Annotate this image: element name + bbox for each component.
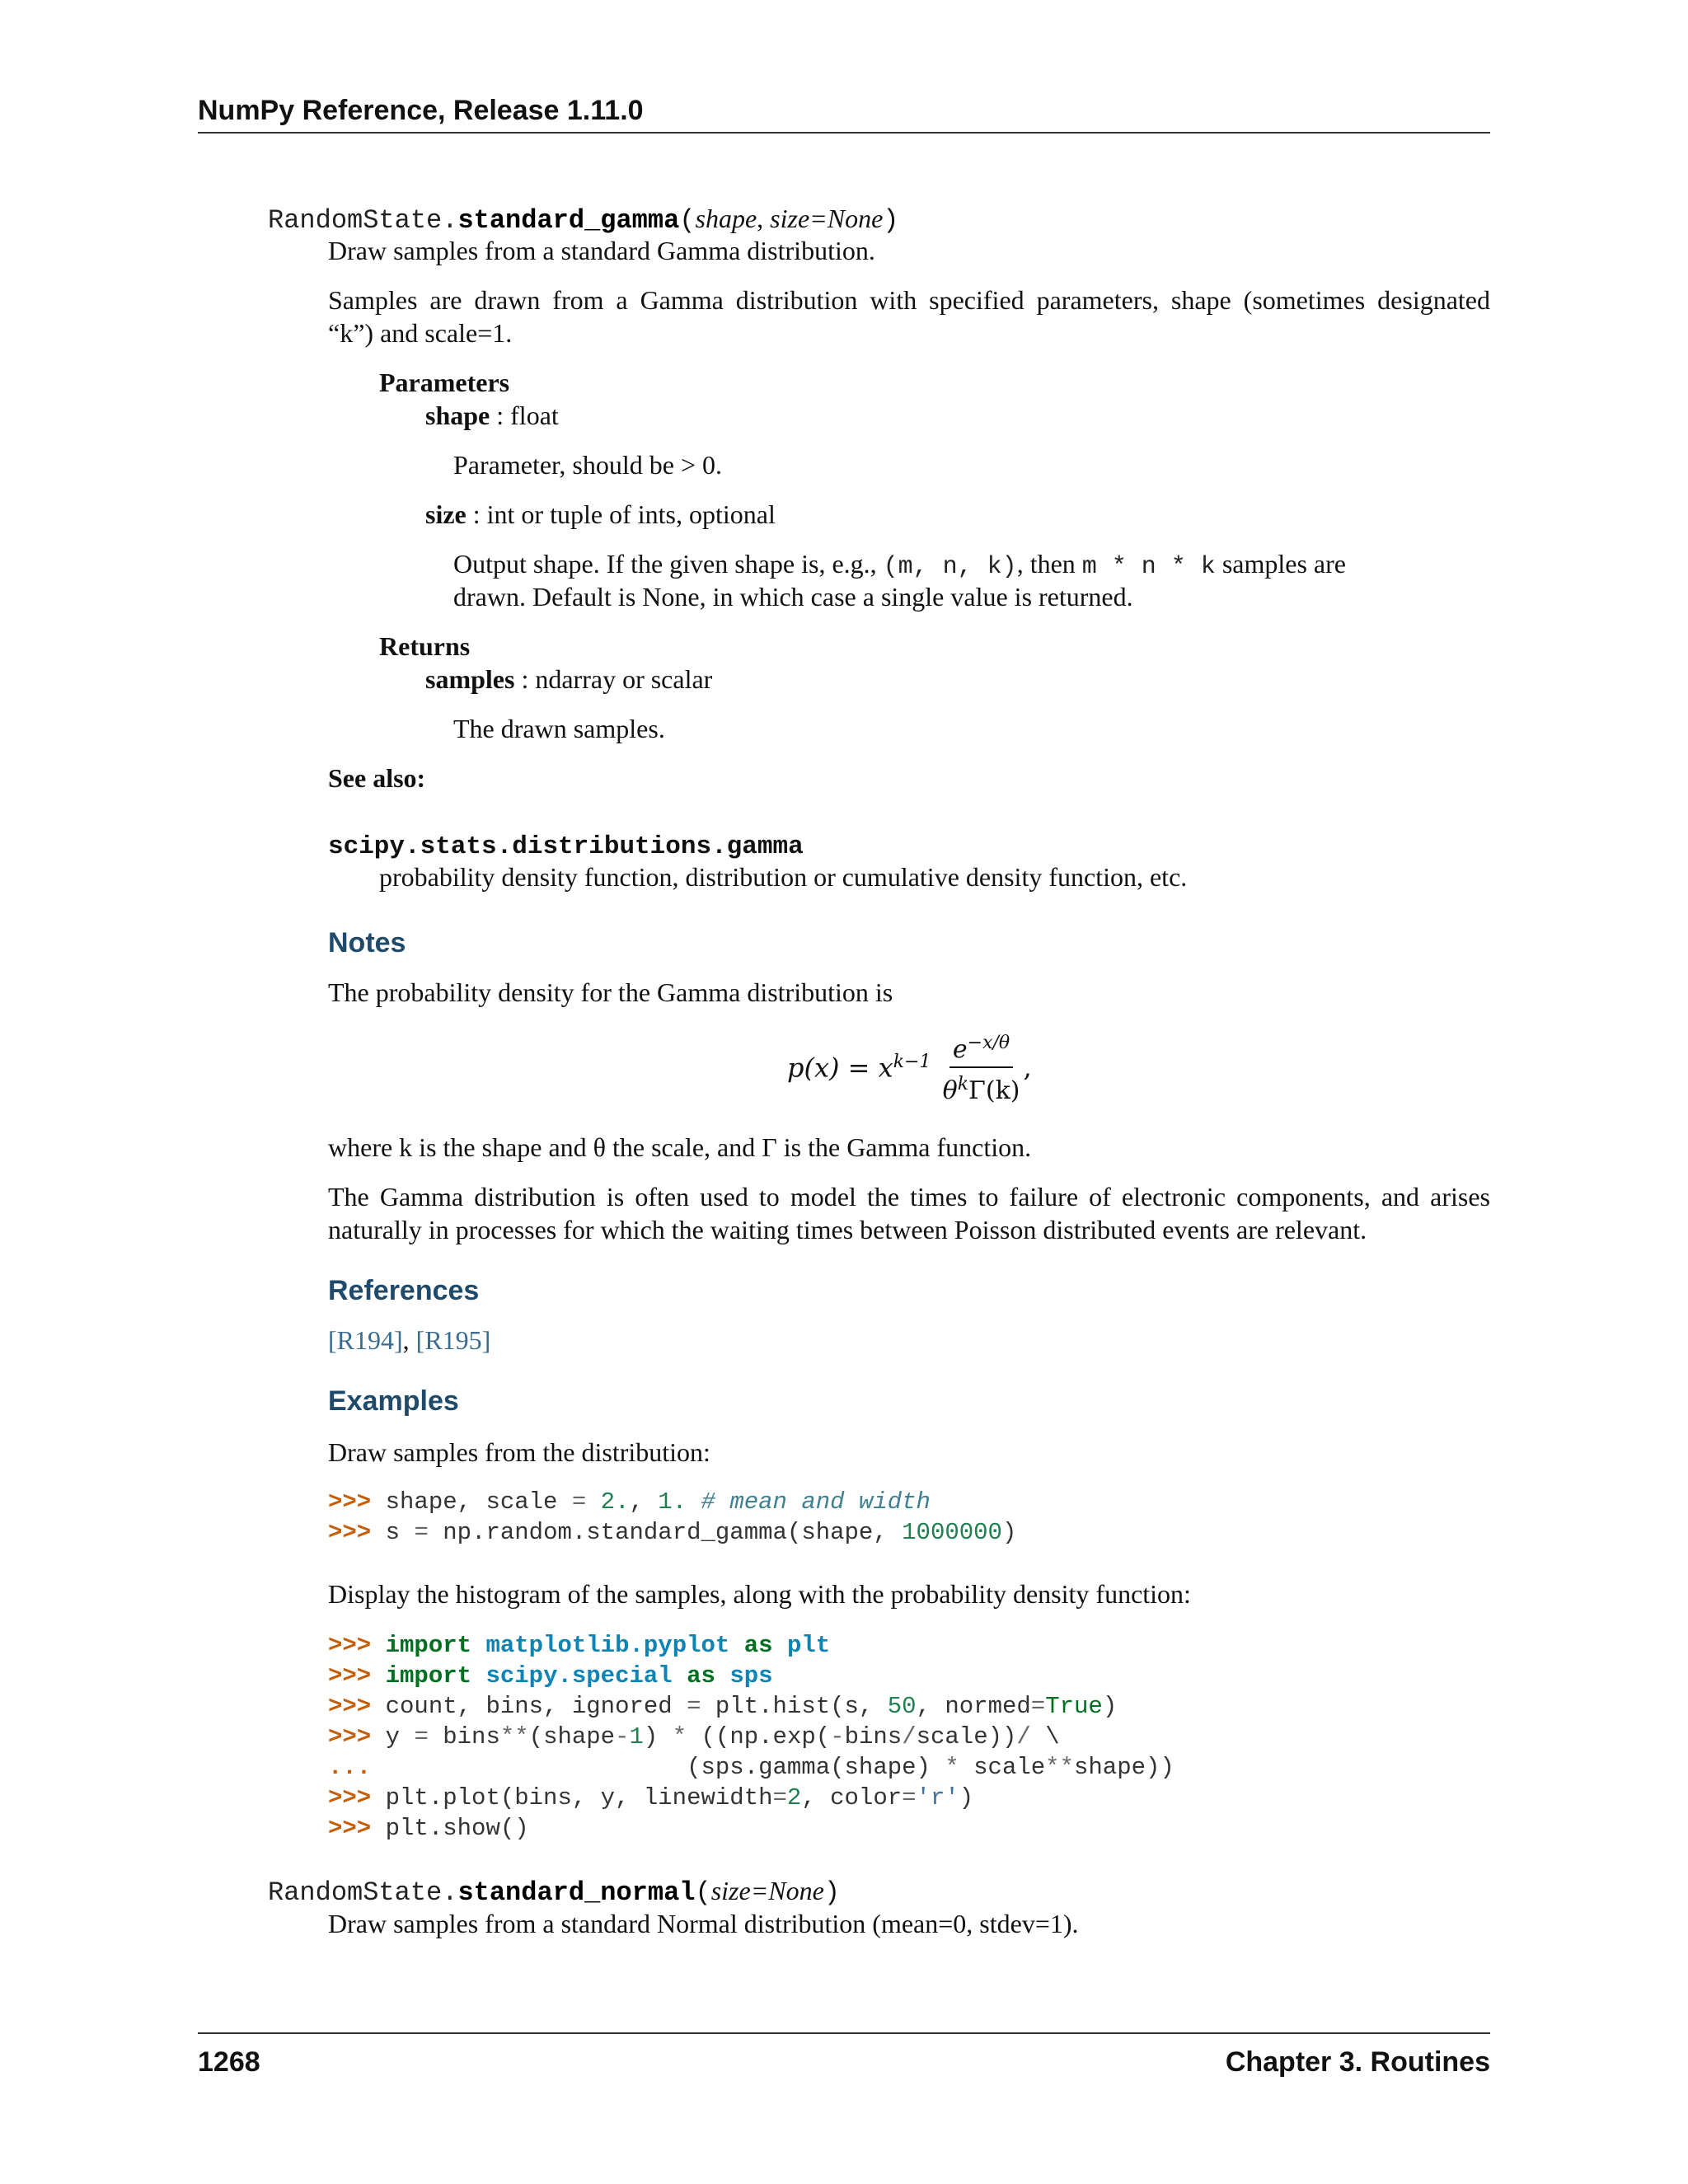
- signature-arg-size: size=None: [710, 1876, 824, 1905]
- formula-exponent: k−1: [893, 1051, 931, 1072]
- inline-code-shape-example: (m, n, k): [883, 553, 1017, 581]
- function-summary: Draw samples from a standard Gamma distribution.: [328, 236, 875, 265]
- code-line: ... (sps.gamma(shape) * scale**shape)): [328, 1754, 1175, 1781]
- formula-fraction: [940, 1029, 1024, 1106]
- param-shape-type: : float: [490, 401, 559, 430]
- examples-intro-2: Display the histogram of the samples, along with the probability density function:: [328, 1579, 1191, 1609]
- code-line: >>> y = bins**(shape-1) * ((np.exp(-bins/scale))/ \: [328, 1723, 1060, 1750]
- param-shape-name: shape: [425, 401, 490, 430]
- notes-where: where k is the shape and θ the scale, and Γ is the Gamma function.: [328, 1132, 1032, 1162]
- param-size-desc-line-2: drawn. Default is None, in which case a single value is returned.: [453, 582, 1133, 612]
- code-block-2: [328, 1630, 1175, 1844]
- parameters-heading: [379, 366, 509, 399]
- param-size-desc-text-a: Output shape. If the given shape is, e.g.,: [453, 549, 884, 579]
- signature-function-name: standard_gamma: [457, 205, 680, 236]
- signature-close-paren: ): [883, 205, 899, 236]
- code-line: >>> import scipy.special as sps: [328, 1662, 773, 1690]
- signature-close-paren: ): [823, 1877, 841, 1908]
- return-samples-name: samples: [425, 664, 515, 694]
- formula-lhs: [787, 1052, 931, 1084]
- page-header: [198, 92, 1490, 134]
- notes-para-line-1: The Gamma distribution is often used to model the times to failure of electronic components, and arises: [328, 1182, 1490, 1212]
- return-samples-desc: The drawn samples.: [453, 714, 665, 743]
- formula-denominator-exp: k: [957, 1074, 969, 1094]
- see-also-desc: probability density function, distribution or cumulative density function, etc.: [379, 862, 1188, 892]
- see-also-heading-text: See also:: [328, 763, 426, 793]
- param-shape: [425, 399, 559, 432]
- signature-arg-shape: shape: [695, 204, 757, 233]
- page-footer: [198, 2032, 1490, 2080]
- signature-open-paren: (: [679, 205, 696, 236]
- notes-heading: Notes: [328, 927, 406, 958]
- code-line: >>> plt.show(): [328, 1815, 529, 1842]
- chapter-title: Chapter 3. Routines: [1225, 2046, 1490, 2078]
- header-title: NumPy Reference, Release 1.11.0: [198, 95, 644, 126]
- formula-numerator-exp: −x/θ: [967, 1033, 1010, 1053]
- page-number: 1268: [198, 2046, 260, 2078]
- formula-numerator: [950, 1029, 1013, 1068]
- see-also-function[interactable]: scipy.stats.distributions.gamma: [328, 832, 804, 861]
- formula-lhs-text: p(x) = x: [787, 1052, 893, 1084]
- signature-open-paren: (: [695, 1877, 711, 1908]
- examples-intro-1: Draw samples from the distribution:: [328, 1437, 710, 1467]
- code-line: >>> count, bins, ignored = plt.hist(s, 50, normed=True): [328, 1693, 1118, 1720]
- formula-comma: ,: [1023, 1052, 1032, 1083]
- param-size-desc-text-b: , then: [1016, 549, 1082, 579]
- description-line-2: “k”) and scale=1.: [328, 318, 513, 348]
- signature-arg-size: size=None: [770, 204, 884, 233]
- code-line: >>> s = np.random.standard_gamma(shape, 1000000): [328, 1519, 1017, 1546]
- formula-numerator-base: e: [952, 1035, 968, 1064]
- param-size-desc-text-c: samples are: [1215, 549, 1346, 579]
- return-samples-type: : ndarray or scalar: [514, 664, 713, 694]
- signature-class: RandomState.: [268, 1877, 458, 1908]
- code-block-1: [328, 1487, 1016, 1548]
- references-separator: ,: [402, 1325, 416, 1355]
- see-also-heading: [328, 762, 425, 794]
- signature-separator: ,: [757, 204, 771, 233]
- returns-heading: [379, 630, 470, 663]
- inline-code-product: m * n * k: [1081, 553, 1216, 581]
- param-shape-desc: Parameter, should be > 0.: [453, 450, 723, 480]
- signature-class: RandomState.: [268, 205, 458, 236]
- function-signature-2: [268, 1874, 840, 1910]
- function-signature: [268, 202, 898, 237]
- function-summary-2: Draw samples from a standard Normal distribution (mean=0, stdev=1).: [328, 1909, 1079, 1938]
- parameters-heading-text: Parameters: [379, 368, 510, 397]
- notes-intro: The probability density for the Gamma distribution is: [328, 977, 893, 1007]
- code-line: >>> shape, scale = 2., 1. # mean and width: [328, 1488, 931, 1516]
- param-size-type: : int or tuple of ints, optional: [466, 499, 776, 529]
- gamma-pdf-formula: [787, 1029, 1032, 1106]
- code-line: >>> import matplotlib.pyplot as plt: [328, 1632, 831, 1659]
- examples-heading: Examples: [328, 1385, 459, 1417]
- param-size: [425, 498, 776, 531]
- signature-function-name: standard_normal: [457, 1877, 696, 1908]
- code-line: >>> plt.plot(bins, y, linewidth=2, color='r'): [328, 1784, 974, 1811]
- param-size-desc-line-1: [453, 547, 1346, 583]
- references-list: [328, 1324, 490, 1357]
- description-line-1: Samples are drawn from a Gamma distribution with specified parameters, shape (sometimes designated: [328, 285, 1490, 315]
- formula-denominator-gamma: Γ(k): [968, 1076, 1020, 1105]
- reference-link-r195[interactable]: [R195]: [415, 1325, 491, 1355]
- formula-denominator: [940, 1068, 1024, 1106]
- return-samples: [425, 663, 712, 696]
- notes-para-line-2: naturally in processes for which the waiting times between Poisson distributed events are relevant.: [328, 1215, 1367, 1244]
- reference-link-r194[interactable]: [R194]: [328, 1325, 403, 1355]
- param-size-name: size: [425, 499, 467, 529]
- see-also-link[interactable]: [328, 827, 804, 864]
- formula-denominator-theta: θ: [942, 1076, 958, 1105]
- returns-heading-text: Returns: [379, 631, 471, 661]
- footer-rule: [198, 2032, 1490, 2034]
- header-rule: [198, 132, 1490, 134]
- references-heading: References: [328, 1275, 480, 1306]
